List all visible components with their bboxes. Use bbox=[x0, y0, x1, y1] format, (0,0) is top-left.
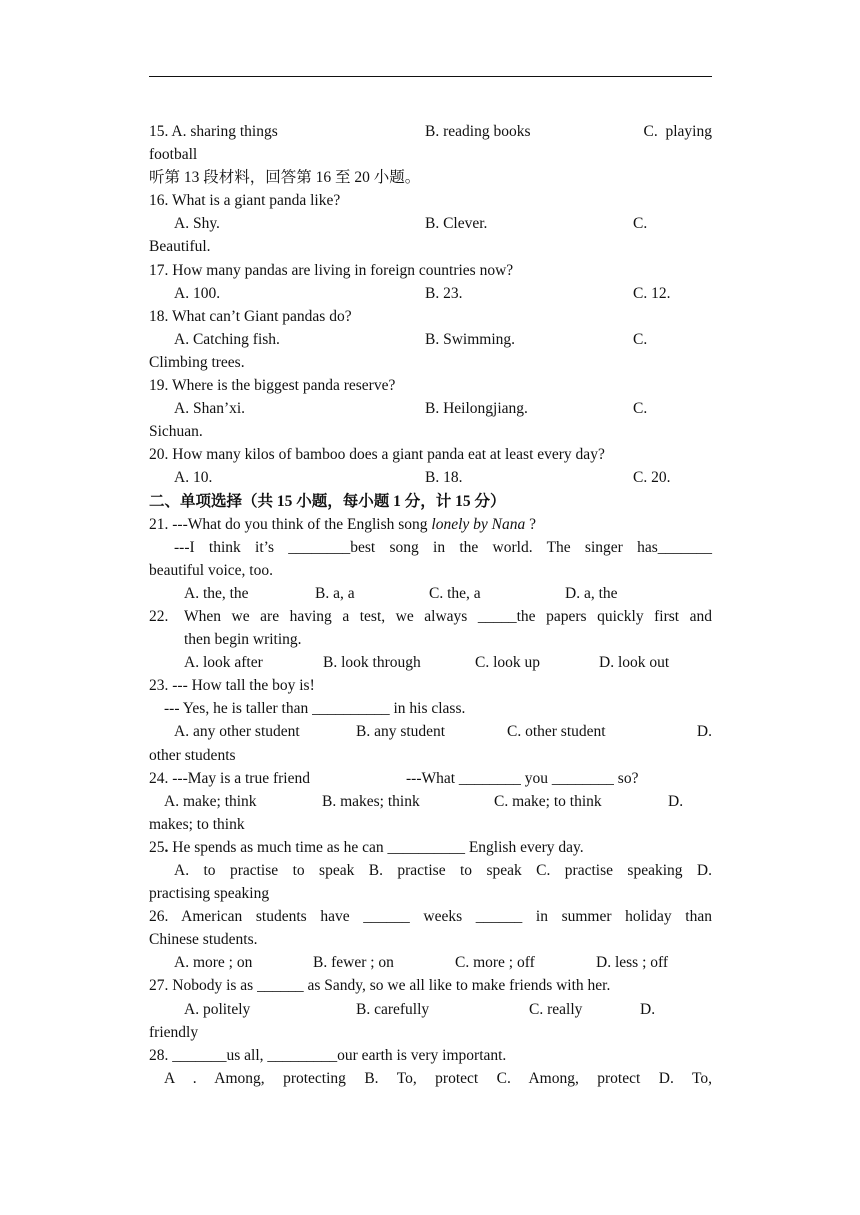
q21-option-c: C. the, a bbox=[429, 584, 481, 602]
q27-wrap: friendly bbox=[149, 1023, 199, 1041]
q20-option-b: B. 18. bbox=[425, 469, 463, 487]
header-rule bbox=[149, 76, 712, 77]
q21-line-2: ---I think it’s ________best song in the world. The singer has_______ bbox=[174, 538, 712, 556]
q22-option-b: B. look through bbox=[323, 654, 421, 672]
q18-option-a: A. Catching fish. bbox=[174, 330, 280, 348]
q24-reply: ---What ________ you ________ so? bbox=[406, 769, 639, 787]
q16-option-a: A. Shy. bbox=[174, 215, 220, 233]
q21-line-3: beautiful voice, too. bbox=[149, 561, 273, 579]
question-22-options bbox=[149, 651, 712, 674]
q27-option-d: D. bbox=[640, 1000, 656, 1018]
question-19-options bbox=[149, 397, 712, 420]
question-15 bbox=[149, 120, 712, 143]
q24-stem: 24. ---May is a true friend bbox=[149, 769, 310, 787]
q15-option-b: B. reading books bbox=[425, 123, 531, 140]
q21-option-d: D. a, the bbox=[565, 584, 618, 602]
q17-option-b: B. 23. bbox=[425, 284, 463, 302]
q16-option-b: B. Clever. bbox=[425, 215, 488, 233]
q23-line-1: 23. --- How tall the boy is! bbox=[149, 677, 315, 695]
q28-stem: 28. _______us all, _________our earth is very important. bbox=[149, 1046, 507, 1064]
q25-stem-text: He spends as much time as he can __________ English every day. bbox=[168, 838, 584, 856]
q26-line-2: Chinese students. bbox=[149, 931, 258, 949]
q27-option-a: A. politely bbox=[184, 1000, 251, 1018]
q23-wrap: other students bbox=[149, 746, 236, 764]
q19-option-b: B. Heilongjiang. bbox=[425, 400, 528, 418]
q23-option-c: C. other student bbox=[507, 723, 606, 741]
q27-stem: 27. Nobody is as ______ as Sandy, so we all like to make friends with her. bbox=[149, 977, 611, 995]
question-19-stem: 19. Where is the biggest panda reserve? bbox=[149, 377, 396, 395]
q24-wrap: makes; to think bbox=[149, 815, 245, 833]
q21-song-title: lonely by Nana bbox=[431, 515, 526, 533]
q22-line-2: then begin writing. bbox=[184, 631, 302, 649]
q15-wrap: football bbox=[149, 146, 198, 164]
question-18-options bbox=[149, 328, 712, 351]
q16-wrap: Beautiful. bbox=[149, 238, 211, 256]
q23-option-b: B. any student bbox=[356, 723, 446, 741]
q18-wrap: Climbing trees. bbox=[149, 353, 245, 371]
q20-option-c: C. 20. bbox=[633, 469, 671, 487]
question-20-options bbox=[149, 466, 712, 489]
q15-stem: 15. A. sharing things bbox=[149, 123, 278, 140]
q24-option-a: A. make; think bbox=[164, 792, 257, 810]
q22-option-a: A. look after bbox=[184, 654, 263, 672]
q19-option-a: A. Shan’xi. bbox=[174, 400, 246, 418]
section-13-instruction: 听第 13 段材料，回答第 16 至 20 小题。 bbox=[149, 169, 421, 187]
question-17-stem: 17. How many pandas are living in foreign countries now? bbox=[149, 261, 514, 279]
q23-line-2: --- Yes, he is taller than __________ in his class. bbox=[164, 700, 466, 718]
q22-number: 22. bbox=[149, 607, 169, 625]
q18-option-c: C. bbox=[633, 330, 648, 348]
q21-stem-post: ? bbox=[525, 515, 537, 533]
q28-options: A . Among, protecting B. To, protect C. Among, protect D. To, bbox=[164, 1069, 712, 1087]
question-21-stem bbox=[149, 513, 712, 536]
q26-option-b: B. fewer ; on bbox=[313, 954, 394, 972]
q22-option-d: D. look out bbox=[599, 654, 670, 672]
question-23-options bbox=[149, 720, 712, 743]
q24-option-c: C. make; to think bbox=[494, 792, 602, 810]
q25-number: 25 bbox=[149, 838, 165, 856]
q23-option-a: A. any other student bbox=[174, 723, 300, 741]
q21-stem-pre: 21. ---What do you think of the English song bbox=[149, 515, 432, 533]
q23-option-d: D. bbox=[696, 723, 712, 741]
q21-option-b: B. a, a bbox=[315, 584, 355, 602]
question-18-stem: 18. What can’t Giant pandas do? bbox=[149, 307, 352, 325]
question-25-stem bbox=[149, 836, 712, 859]
q26-option-d: D. less ; off bbox=[596, 954, 669, 972]
question-16-options bbox=[149, 212, 712, 235]
q25-wrap: practising speaking bbox=[149, 885, 270, 903]
q19-option-c: C. bbox=[633, 400, 648, 418]
question-24-stem bbox=[149, 767, 712, 790]
q19-wrap: Sichuan. bbox=[149, 423, 203, 441]
q27-option-c: C. really bbox=[529, 1000, 583, 1018]
q24-option-d: D. bbox=[668, 792, 684, 810]
q17-option-c: C. 12. bbox=[633, 284, 671, 302]
q16-option-c: C. bbox=[633, 215, 648, 233]
question-21-options bbox=[149, 582, 712, 605]
q15-option-c: C. playing bbox=[643, 123, 712, 140]
q27-option-b: B. carefully bbox=[356, 1000, 430, 1018]
section-2-heading: 二、单项选择（共 15 小题，每小题 1 分，计 15 分） bbox=[149, 492, 506, 510]
q25-options: A. to practise to speak B. practise to speak C. practise speaking D. bbox=[174, 862, 712, 879]
question-22-stem bbox=[149, 605, 712, 628]
question-20-stem: 20. How many kilos of bamboo does a giant panda eat at least every day? bbox=[149, 446, 605, 464]
question-16-stem: 16. What is a giant panda like? bbox=[149, 192, 341, 210]
question-27-options bbox=[149, 998, 712, 1021]
q18-option-b: B. Swimming. bbox=[425, 330, 516, 348]
q20-option-a: A. 10. bbox=[174, 469, 213, 487]
question-17-options bbox=[149, 282, 712, 305]
q21-option-a: A. the, the bbox=[184, 584, 249, 602]
q17-option-a: A. 100. bbox=[174, 284, 221, 302]
question-24-options bbox=[149, 790, 712, 813]
exam-page bbox=[149, 120, 712, 1090]
question-26-options bbox=[149, 951, 712, 974]
q26-line-1: 26. American students have ______ weeks ______ in summer holiday than bbox=[149, 908, 712, 926]
q26-option-a: A. more ; on bbox=[174, 954, 253, 972]
q22-line-1: When we are having a test, we always _____the papers quickly first and bbox=[184, 607, 712, 625]
q22-option-c: C. look up bbox=[475, 654, 541, 672]
q26-option-c: C. more ; off bbox=[455, 954, 535, 972]
q25-dot: . bbox=[164, 838, 169, 856]
q24-option-b: B. makes; think bbox=[322, 792, 420, 810]
